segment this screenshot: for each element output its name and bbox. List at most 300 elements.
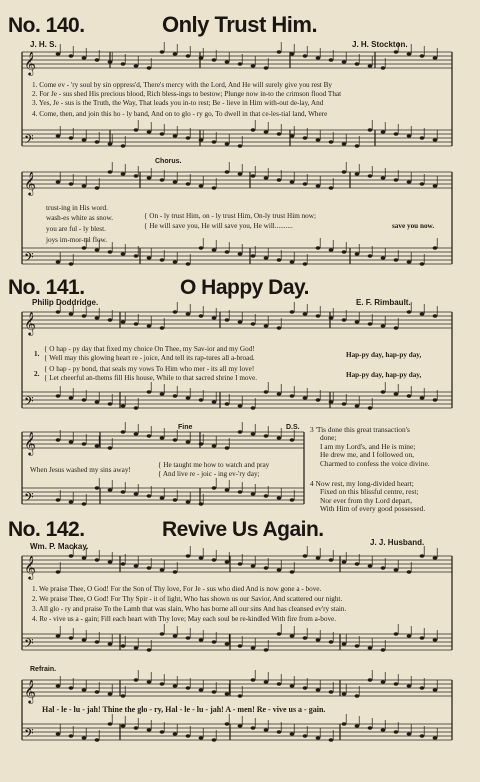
notehead xyxy=(290,438,295,441)
notehead xyxy=(160,50,165,53)
notehead xyxy=(121,404,126,407)
notehead xyxy=(264,494,269,497)
notehead xyxy=(108,142,113,145)
notehead xyxy=(56,438,61,441)
notehead xyxy=(134,254,139,257)
notehead xyxy=(82,442,87,445)
hymn-140-chorus-line-2: { He will save you, He will save you, He will.......... xyxy=(144,222,293,230)
notehead xyxy=(225,170,230,173)
notehead xyxy=(95,444,100,447)
notehead xyxy=(121,320,126,323)
notehead xyxy=(394,132,399,135)
notehead xyxy=(277,682,282,685)
notehead xyxy=(108,560,113,563)
notehead xyxy=(212,558,217,561)
notehead xyxy=(394,326,399,329)
notehead xyxy=(264,434,269,437)
notehead xyxy=(420,734,425,737)
notehead xyxy=(186,312,191,315)
notehead xyxy=(69,312,74,315)
notehead xyxy=(173,52,178,55)
notehead xyxy=(407,134,412,137)
notehead xyxy=(199,184,204,187)
notehead xyxy=(108,722,113,725)
notehead xyxy=(160,326,165,329)
notehead xyxy=(56,684,61,687)
notehead xyxy=(251,492,256,495)
notehead xyxy=(199,138,204,141)
notehead xyxy=(329,558,334,561)
notehead xyxy=(342,318,347,321)
notehead xyxy=(238,144,243,147)
hymn-141-stanza-3 xyxy=(310,426,430,468)
notehead xyxy=(420,54,425,57)
notehead xyxy=(173,684,178,687)
notehead xyxy=(368,726,373,729)
notehead xyxy=(225,60,230,63)
notehead xyxy=(394,392,399,395)
notehead xyxy=(368,128,373,131)
hymn-141-ds: D.S. xyxy=(286,424,300,431)
notehead xyxy=(329,690,334,693)
notehead xyxy=(199,638,204,641)
notehead xyxy=(69,734,74,737)
hymn-142-verse-1: 1. We praise Thee, O God! For the Son of Thy love, For Je - sus who died And is now gone a - bove. xyxy=(32,585,322,593)
notehead xyxy=(238,562,243,565)
notehead xyxy=(277,496,282,499)
hymn-140-verse-4: 4. Come, then, and join this ho - ly band, And on to glo - ry go, To dwell in that ce-les-tial land, Where xyxy=(32,110,328,118)
notehead xyxy=(264,728,269,731)
hymn-142-verse-2: 2. We praise Thee, O God! For Thy Spir - it of light, Who has shown us our Savior, And scattered our night. xyxy=(32,595,343,603)
notehead xyxy=(433,56,438,59)
notehead xyxy=(160,730,165,733)
notehead xyxy=(303,262,308,265)
notehead xyxy=(394,258,399,261)
notehead xyxy=(303,182,308,185)
notehead xyxy=(147,324,152,327)
notehead xyxy=(95,640,100,643)
notehead xyxy=(316,138,321,141)
notehead xyxy=(381,566,386,569)
notehead xyxy=(134,64,139,67)
notehead xyxy=(160,436,165,439)
notehead xyxy=(264,680,269,683)
notehead xyxy=(264,256,269,259)
notehead xyxy=(381,66,386,69)
hymn-142-refrain: Hal - le - lu - jah! Thine the glo - ry, Hal - le - lu - jah! A - men! Re - vive us a - gain. xyxy=(42,705,326,714)
notehead xyxy=(316,736,321,739)
notehead xyxy=(251,678,256,681)
notehead xyxy=(186,396,191,399)
notehead xyxy=(264,176,269,179)
stanza-4-line-3: Nor ever from thy Lord depart, xyxy=(320,495,412,505)
notehead xyxy=(368,678,373,681)
notehead xyxy=(251,564,256,567)
notehead xyxy=(134,128,139,131)
notehead xyxy=(381,256,386,259)
notehead xyxy=(316,314,321,317)
notehead xyxy=(238,490,243,493)
hymn-140-chorus-label: Chorus. xyxy=(155,158,182,165)
notehead xyxy=(394,730,399,733)
notehead xyxy=(173,634,178,637)
hymn-140-chorus-end: save you now. xyxy=(392,222,435,230)
notehead xyxy=(316,398,321,401)
notehead xyxy=(160,258,165,261)
notehead xyxy=(95,140,100,143)
svg-text:𝄢: 𝄢 xyxy=(24,394,34,412)
notehead xyxy=(173,570,178,573)
notehead xyxy=(121,490,126,493)
notehead xyxy=(82,246,87,249)
notehead xyxy=(173,180,178,183)
notehead xyxy=(212,248,217,251)
notehead xyxy=(394,632,399,635)
hymn-141-composer: E. F. Rimbault. xyxy=(356,298,411,307)
notehead xyxy=(56,260,61,263)
hymn-141-author: Philip Doddridge. xyxy=(32,298,99,307)
notehead xyxy=(108,446,113,449)
hymn-141-title: O Happy Day. xyxy=(180,276,309,299)
notehead xyxy=(251,254,256,257)
notehead xyxy=(355,724,360,727)
notehead xyxy=(368,646,373,649)
notehead xyxy=(329,316,334,319)
notehead xyxy=(264,66,269,69)
notehead xyxy=(186,500,191,503)
notehead xyxy=(121,62,126,65)
notehead xyxy=(381,728,386,731)
hymn-140-ending-1: trust-ing in His word. xyxy=(46,204,108,212)
svg-text:𝄞: 𝄞 xyxy=(24,311,36,335)
notehead xyxy=(95,58,100,61)
stanza-3-line-5: Charmed to confess the voice divine. xyxy=(320,458,430,468)
notehead xyxy=(277,258,282,261)
notehead xyxy=(355,252,360,255)
notehead xyxy=(186,440,191,443)
notehead xyxy=(407,732,412,735)
hymn-140-number: No. 140. xyxy=(8,14,85,37)
notehead xyxy=(303,396,308,399)
notehead xyxy=(121,694,126,697)
hymn-142-title: Revive Us Again. xyxy=(162,518,324,541)
notehead xyxy=(108,60,113,63)
notehead xyxy=(82,688,87,691)
notehead xyxy=(186,182,191,185)
notehead xyxy=(264,566,269,569)
notehead xyxy=(134,432,139,435)
clef-glyphs xyxy=(24,51,36,744)
hymn-140-verse-3: 3. Yes, Je - sus is the Truth, the Way, That leads you in-to rest; Be - lieve in Him with-out de-lay, And xyxy=(32,99,324,107)
notehead xyxy=(394,50,399,53)
notehead xyxy=(355,404,360,407)
notehead xyxy=(147,494,152,497)
notehead xyxy=(238,404,243,407)
notehead xyxy=(95,558,100,561)
notehead xyxy=(95,248,100,251)
notehead xyxy=(134,174,139,177)
notehead xyxy=(121,724,126,727)
svg-text:𝄢: 𝄢 xyxy=(24,490,34,508)
notehead xyxy=(56,180,61,183)
hymn-142-author: Wm. P. Mackay. xyxy=(30,542,89,551)
notehead xyxy=(355,172,360,175)
hymn-141-stanza-4 xyxy=(310,480,425,514)
notehead xyxy=(303,734,308,737)
notehead xyxy=(381,130,386,133)
hymn-140-title: Only Trust Him. xyxy=(162,12,318,37)
notehead xyxy=(147,66,152,69)
notehead xyxy=(160,132,165,135)
notehead xyxy=(69,554,74,557)
hymn-141-bottom-r1: { He taught me how to watch and pray xyxy=(158,461,270,469)
notehead xyxy=(342,60,347,63)
notehead xyxy=(238,724,243,727)
notehead xyxy=(56,394,61,397)
notehead xyxy=(251,406,256,409)
notehead xyxy=(277,568,282,571)
notehead xyxy=(251,646,256,649)
notehead xyxy=(56,732,61,735)
notehead xyxy=(147,728,152,731)
notehead xyxy=(433,314,438,317)
notehead xyxy=(147,130,152,133)
notehead xyxy=(264,648,269,651)
svg-text:𝄞: 𝄞 xyxy=(24,171,36,195)
notehead xyxy=(69,54,74,57)
svg-text:𝄢: 𝄢 xyxy=(24,726,34,744)
notehead xyxy=(134,492,139,495)
notehead xyxy=(329,140,334,143)
hymn-140-verse-1: 1. Come ev - 'ry soul by sin oppress'd, There's mercy with the Lord, And He will surely give you rest By xyxy=(32,81,332,89)
notehead xyxy=(420,262,425,265)
hymn-142-verse-4: 4. Re - vive us a - gain; Fill each heart with Thy love; May each soul be re-kindled With fire from a-bove. xyxy=(32,615,337,623)
stanza-3-line-1: 3 'Tis done this great transaction's xyxy=(310,425,410,434)
notehead xyxy=(303,554,308,557)
notehead xyxy=(433,688,438,691)
notehead xyxy=(342,722,347,725)
notehead xyxy=(121,430,126,433)
stanza-3-line-4: He drew me, and I followed on, xyxy=(320,450,414,460)
notehead xyxy=(69,686,74,689)
hymn-140-composer: J. H. Stockton. xyxy=(352,40,408,49)
notehead xyxy=(433,556,438,559)
notehead xyxy=(433,736,438,739)
notehead xyxy=(368,406,373,409)
notehead xyxy=(82,736,87,739)
notehead xyxy=(199,56,204,59)
notehead xyxy=(147,680,152,683)
notehead xyxy=(212,400,217,403)
notehead xyxy=(147,176,152,179)
notehead xyxy=(394,178,399,181)
notehead xyxy=(290,260,295,263)
notehead xyxy=(342,402,347,405)
notehead xyxy=(342,642,347,645)
notehead xyxy=(108,402,113,405)
notehead xyxy=(381,390,386,393)
notehead xyxy=(82,56,87,59)
notehead xyxy=(147,256,152,259)
notehead xyxy=(121,172,126,175)
notehead xyxy=(95,690,100,693)
notehead xyxy=(316,184,321,187)
hymn-140-chorus-line-1: { On - ly trust Him, on - ly trust Him, On-ly trust Him now; xyxy=(144,212,316,220)
stanza-3-line-2: done; xyxy=(320,433,337,443)
notehead xyxy=(251,726,256,729)
notehead xyxy=(147,390,152,393)
notehead xyxy=(290,634,295,637)
stanza-4-line-4: With Him of every good possessed. xyxy=(320,504,426,514)
hymn-141-bottom-r2: { And live re - joic - ing ev-'ry day; xyxy=(158,470,260,478)
notehead xyxy=(173,260,178,263)
notehead xyxy=(316,556,321,559)
notehead xyxy=(407,310,412,313)
notehead xyxy=(290,684,295,687)
notehead xyxy=(277,178,282,181)
notehead xyxy=(303,54,308,57)
notehead xyxy=(225,692,230,695)
notehead xyxy=(69,636,74,639)
notehead xyxy=(329,400,334,403)
notehead xyxy=(251,64,256,67)
notehead xyxy=(290,732,295,735)
notehead xyxy=(212,486,217,489)
hymn-141-verse-number-1: 1. xyxy=(34,350,40,358)
notehead xyxy=(186,636,191,639)
notehead xyxy=(303,312,308,315)
notehead xyxy=(342,250,347,253)
notehead xyxy=(368,564,373,567)
notehead xyxy=(186,554,191,557)
hymn-140-ending-4: joys im-mor-tal flow. xyxy=(46,236,108,244)
notehead xyxy=(147,648,152,651)
notehead xyxy=(407,260,412,263)
stanza-4-line-1: 4 Now rest, my long-divided heart; xyxy=(310,479,414,488)
notehead xyxy=(290,394,295,397)
svg-text:𝄞: 𝄞 xyxy=(24,431,36,455)
notehead xyxy=(186,54,191,57)
svg-text:𝄞: 𝄞 xyxy=(24,555,36,579)
notehead xyxy=(329,186,334,189)
notehead xyxy=(355,144,360,147)
notehead xyxy=(95,400,100,403)
notehead xyxy=(121,252,126,255)
notehead xyxy=(82,314,87,317)
svg-text:𝄢: 𝄢 xyxy=(24,636,34,654)
notehead xyxy=(173,310,178,313)
notehead xyxy=(368,174,373,177)
notehead xyxy=(290,570,295,573)
notehead xyxy=(238,252,243,255)
notehead xyxy=(277,632,282,635)
notehead xyxy=(173,438,178,441)
notehead xyxy=(186,686,191,689)
notehead xyxy=(277,326,282,329)
notehead xyxy=(225,488,230,491)
notehead xyxy=(108,170,113,173)
notehead xyxy=(355,694,360,697)
notehead xyxy=(303,686,308,689)
notehead xyxy=(316,56,321,59)
hymn-141-refrain-b: Hap-py day, hap-py day, xyxy=(346,371,422,379)
notehead xyxy=(290,498,295,501)
notehead xyxy=(368,254,373,257)
notehead xyxy=(95,186,100,189)
hymn-141-verse-1b: { Well may this glowing heart re - joice, And tell its rap-tures all a-broad. xyxy=(44,354,255,362)
notehead xyxy=(420,686,425,689)
notehead xyxy=(199,246,204,249)
notehead xyxy=(134,726,139,729)
notehead xyxy=(407,634,412,637)
notehead xyxy=(95,486,100,489)
notehead xyxy=(108,488,113,491)
notehead xyxy=(173,134,178,137)
notehead xyxy=(173,394,178,397)
notehead xyxy=(225,722,230,725)
notehead xyxy=(212,58,217,61)
hymn-141-verse-2a: { O hap - py bond, that seals my vows To Him who mer - its all my love! xyxy=(44,365,255,373)
hymn-141-verse-number-2: 2. xyxy=(34,370,40,378)
notehead xyxy=(329,248,334,251)
notehead xyxy=(420,312,425,315)
notehead xyxy=(225,142,230,145)
notehead xyxy=(433,184,438,187)
notehead xyxy=(394,568,399,571)
notehead xyxy=(277,436,282,439)
notehead xyxy=(381,680,386,683)
notehead xyxy=(355,562,360,565)
notehead xyxy=(407,394,412,397)
notehead xyxy=(199,398,204,401)
notehead xyxy=(368,64,373,67)
notehead xyxy=(433,638,438,641)
notehead xyxy=(407,180,412,183)
notehead xyxy=(82,556,87,559)
notehead xyxy=(264,324,269,327)
notehead xyxy=(381,648,386,651)
notehead xyxy=(238,694,243,697)
notehead xyxy=(199,688,204,691)
hymn-141-number: No. 141. xyxy=(8,276,85,299)
notehead xyxy=(355,62,360,65)
notehead xyxy=(264,130,269,133)
notehead xyxy=(290,310,295,313)
notehead xyxy=(277,132,282,135)
notehead xyxy=(95,738,100,741)
notehead xyxy=(251,128,256,131)
notehead xyxy=(433,246,438,249)
notehead xyxy=(355,320,360,323)
notehead xyxy=(238,320,243,323)
notehead xyxy=(108,318,113,321)
notehead xyxy=(394,682,399,685)
notehead xyxy=(342,170,347,173)
notehead xyxy=(56,634,61,637)
notehead xyxy=(82,398,87,401)
notehead xyxy=(160,632,165,635)
notehead xyxy=(316,638,321,641)
hymn-141-verse-1a: { O hap - py day that fixed my choice On Thee, my Sav-ior and my God! xyxy=(44,345,255,353)
notehead xyxy=(56,570,61,573)
notehead xyxy=(134,678,139,681)
notehead xyxy=(212,690,217,693)
svg-text:𝄢: 𝄢 xyxy=(24,250,34,268)
notehead xyxy=(95,316,100,319)
notehead xyxy=(186,734,191,737)
stanza-4-line-2: Fixed on this blissful centre, rest; xyxy=(320,487,419,497)
notehead xyxy=(433,138,438,141)
